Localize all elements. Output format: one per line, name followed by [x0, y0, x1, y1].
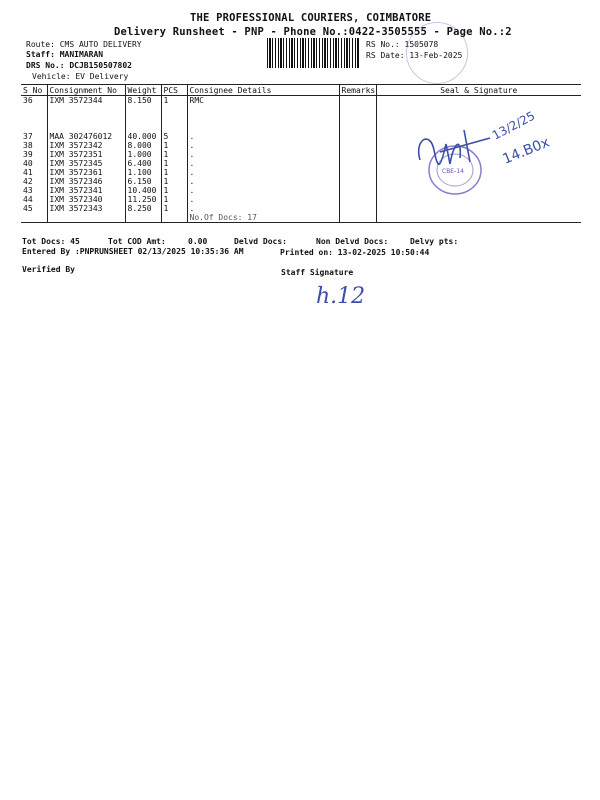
cell-consignee: RMC [187, 96, 339, 106]
verified-by: Verified By [22, 265, 75, 274]
staff-handwritten-signature: h.12 [316, 284, 366, 309]
seal-and-signature-graphic [400, 100, 570, 210]
cell-weight: 8.250 [125, 204, 161, 213]
cell-sno: 37 [23, 132, 33, 141]
cell-remarks [339, 204, 376, 213]
cell-sno: 40 [23, 159, 33, 168]
cell-sno [21, 213, 47, 223]
cell-weight: 1.100 [125, 168, 161, 177]
cell-weight [125, 213, 161, 223]
route-text: Route: CMS AUTO DELIVERY [26, 40, 142, 49]
cell-pcs: 1 [161, 96, 187, 106]
cell-pcs: 1 [161, 186, 187, 195]
cell-consignee: . [187, 159, 339, 168]
cell-consignee [187, 105, 339, 114]
cell-weight [125, 105, 161, 114]
handwritten-date: 13/2/25 [489, 108, 538, 143]
delvy-pts: Delvy pts: [410, 237, 459, 246]
cell-remarks [339, 105, 376, 114]
cell-weight: 1.000 [125, 150, 161, 159]
cell-sno: 41 [23, 168, 33, 177]
printed-on: Printed on: 13-02-2025 10:50:44 [280, 248, 430, 257]
cell-pcs: 1 [161, 177, 187, 186]
staff-signature-label: Staff Signature [281, 268, 354, 277]
header-consignment: Consignment No [47, 85, 125, 96]
cell-pcs: 1 [161, 204, 187, 213]
cell-weight [125, 123, 161, 132]
table-header-row [21, 85, 581, 96]
cell-pcs [161, 213, 187, 223]
cell-consignee: . [187, 186, 339, 195]
runsheet-subtitle: Delivery Runsheet - PNP - Phone No.:0422-3505555 - Page No.:2 [114, 26, 512, 38]
staff-line [26, 50, 103, 59]
cell-cn: IXM 3572344 [47, 96, 125, 106]
cell-consignee [187, 114, 339, 123]
cell-cn [47, 123, 125, 132]
cell-remarks [339, 213, 376, 223]
cell-consignee: . [187, 168, 339, 177]
header-pcs: PCS [161, 85, 187, 96]
barcode-graphic [267, 38, 359, 68]
cell-weight: 6.150 [125, 177, 161, 186]
stamp-text: CBE-14 [442, 168, 464, 175]
cell-remarks [339, 132, 376, 141]
cell-sno [21, 123, 47, 132]
header-consignee: Consignee Details [187, 85, 339, 96]
cell-consignee [187, 123, 339, 132]
header-seal: Seal & Signature [376, 85, 581, 96]
cell-cn [47, 114, 125, 123]
cell-pcs [161, 123, 187, 132]
cell-pcs: 1 [161, 195, 187, 204]
cell-remarks [339, 159, 376, 168]
cell-pcs [161, 105, 187, 114]
cell-weight: 11.250 [125, 195, 161, 204]
cell-pcs: 1 [161, 168, 187, 177]
cell-pcs: 5 [161, 132, 187, 141]
cell-sno: 39 [23, 150, 33, 159]
tot-docs: Tot Docs: 45 [22, 237, 80, 246]
cell-cn: MAA 302476012 [47, 132, 125, 141]
rs-number: RS No.: 1505078 [366, 40, 439, 49]
cell-sno [21, 114, 47, 123]
cell-remarks [339, 186, 376, 195]
cell-weight: 8.000 [125, 141, 161, 150]
staff-label: Staff: [26, 50, 55, 59]
cell-cn: IXM 3572351 [47, 150, 125, 159]
cell-pcs: 1 [161, 159, 187, 168]
drs-label: DRS No.: [26, 61, 65, 70]
cell-sno: 44 [23, 195, 33, 204]
cell-weight [125, 114, 161, 123]
cell-remarks [339, 168, 376, 177]
vehicle-text: Vehicle: EV Delivery [32, 72, 129, 81]
cell-remarks [339, 177, 376, 186]
cell-consignee: . [187, 177, 339, 186]
cell-remarks [339, 123, 376, 132]
cell-cn: IXM 3572342 [47, 141, 125, 150]
cell-seal [376, 213, 581, 223]
cell-remarks [339, 96, 376, 106]
cell-cn: IXM 3572346 [47, 177, 125, 186]
cell-sno: 45 [23, 204, 33, 213]
drs-value: DCJB150507802 [69, 61, 132, 70]
header-weight: Weight [125, 85, 161, 96]
non-delvd-docs: Non Delvd Docs: [316, 237, 389, 246]
cell-remarks [339, 114, 376, 123]
rubber-stamp-circle-top [406, 22, 468, 84]
cell-cn [47, 105, 125, 114]
cell-cn: IXM 3572343 [47, 204, 125, 213]
rs-date: RS Date: 13-Feb-2025 [366, 51, 463, 60]
cell-sno [21, 105, 47, 114]
cell-consignee: . [187, 204, 339, 213]
cell-weight: 6.400 [125, 159, 161, 168]
drs-line [26, 61, 132, 70]
table-row [21, 213, 581, 223]
header-sno: S No [21, 85, 47, 96]
cell-cn: IXM 3572341 [47, 186, 125, 195]
cell-pcs: 1 [161, 150, 187, 159]
staff-value: MANIMARAN [59, 50, 104, 59]
cell-consignee: . [187, 132, 339, 141]
cell-sno: 42 [23, 177, 33, 186]
tot-cod-value: 0.00 [188, 237, 208, 246]
cell-consignee: . [187, 141, 339, 150]
cell-cn [47, 213, 125, 223]
cell-remarks [339, 141, 376, 150]
company-title: THE PROFESSIONAL COURIERS, COIMBATORE [190, 12, 432, 24]
cell-sno: 38 [23, 141, 33, 150]
cell-remarks [339, 195, 376, 204]
cell-remarks [339, 150, 376, 159]
cell-consignee: No.Of Docs: 17 [187, 213, 339, 223]
cell-pcs [161, 114, 187, 123]
header-remarks: Remarks [339, 85, 376, 96]
cell-cn: IXM 3572345 [47, 159, 125, 168]
delvd-docs: Delvd Docs: [234, 237, 287, 246]
entered-by: Entered By :PNPRUNSHEET 02/13/2025 10:35:36 AM [22, 247, 244, 256]
cell-weight: 8.150 [125, 96, 161, 106]
cell-sno: 36 [23, 96, 33, 105]
handwritten-time: 14.B0x [500, 134, 552, 168]
cell-weight: 40.000 [125, 132, 161, 141]
cell-cn: IXM 3572340 [47, 195, 125, 204]
cell-consignee: . [187, 150, 339, 159]
cell-sno: 43 [23, 186, 33, 195]
cell-weight: 10.400 [125, 186, 161, 195]
cell-consignee: . [187, 195, 339, 204]
cell-cn: IXM 3572361 [47, 168, 125, 177]
cell-pcs: 1 [161, 141, 187, 150]
tot-cod-label: Tot COD Amt: [108, 237, 166, 246]
